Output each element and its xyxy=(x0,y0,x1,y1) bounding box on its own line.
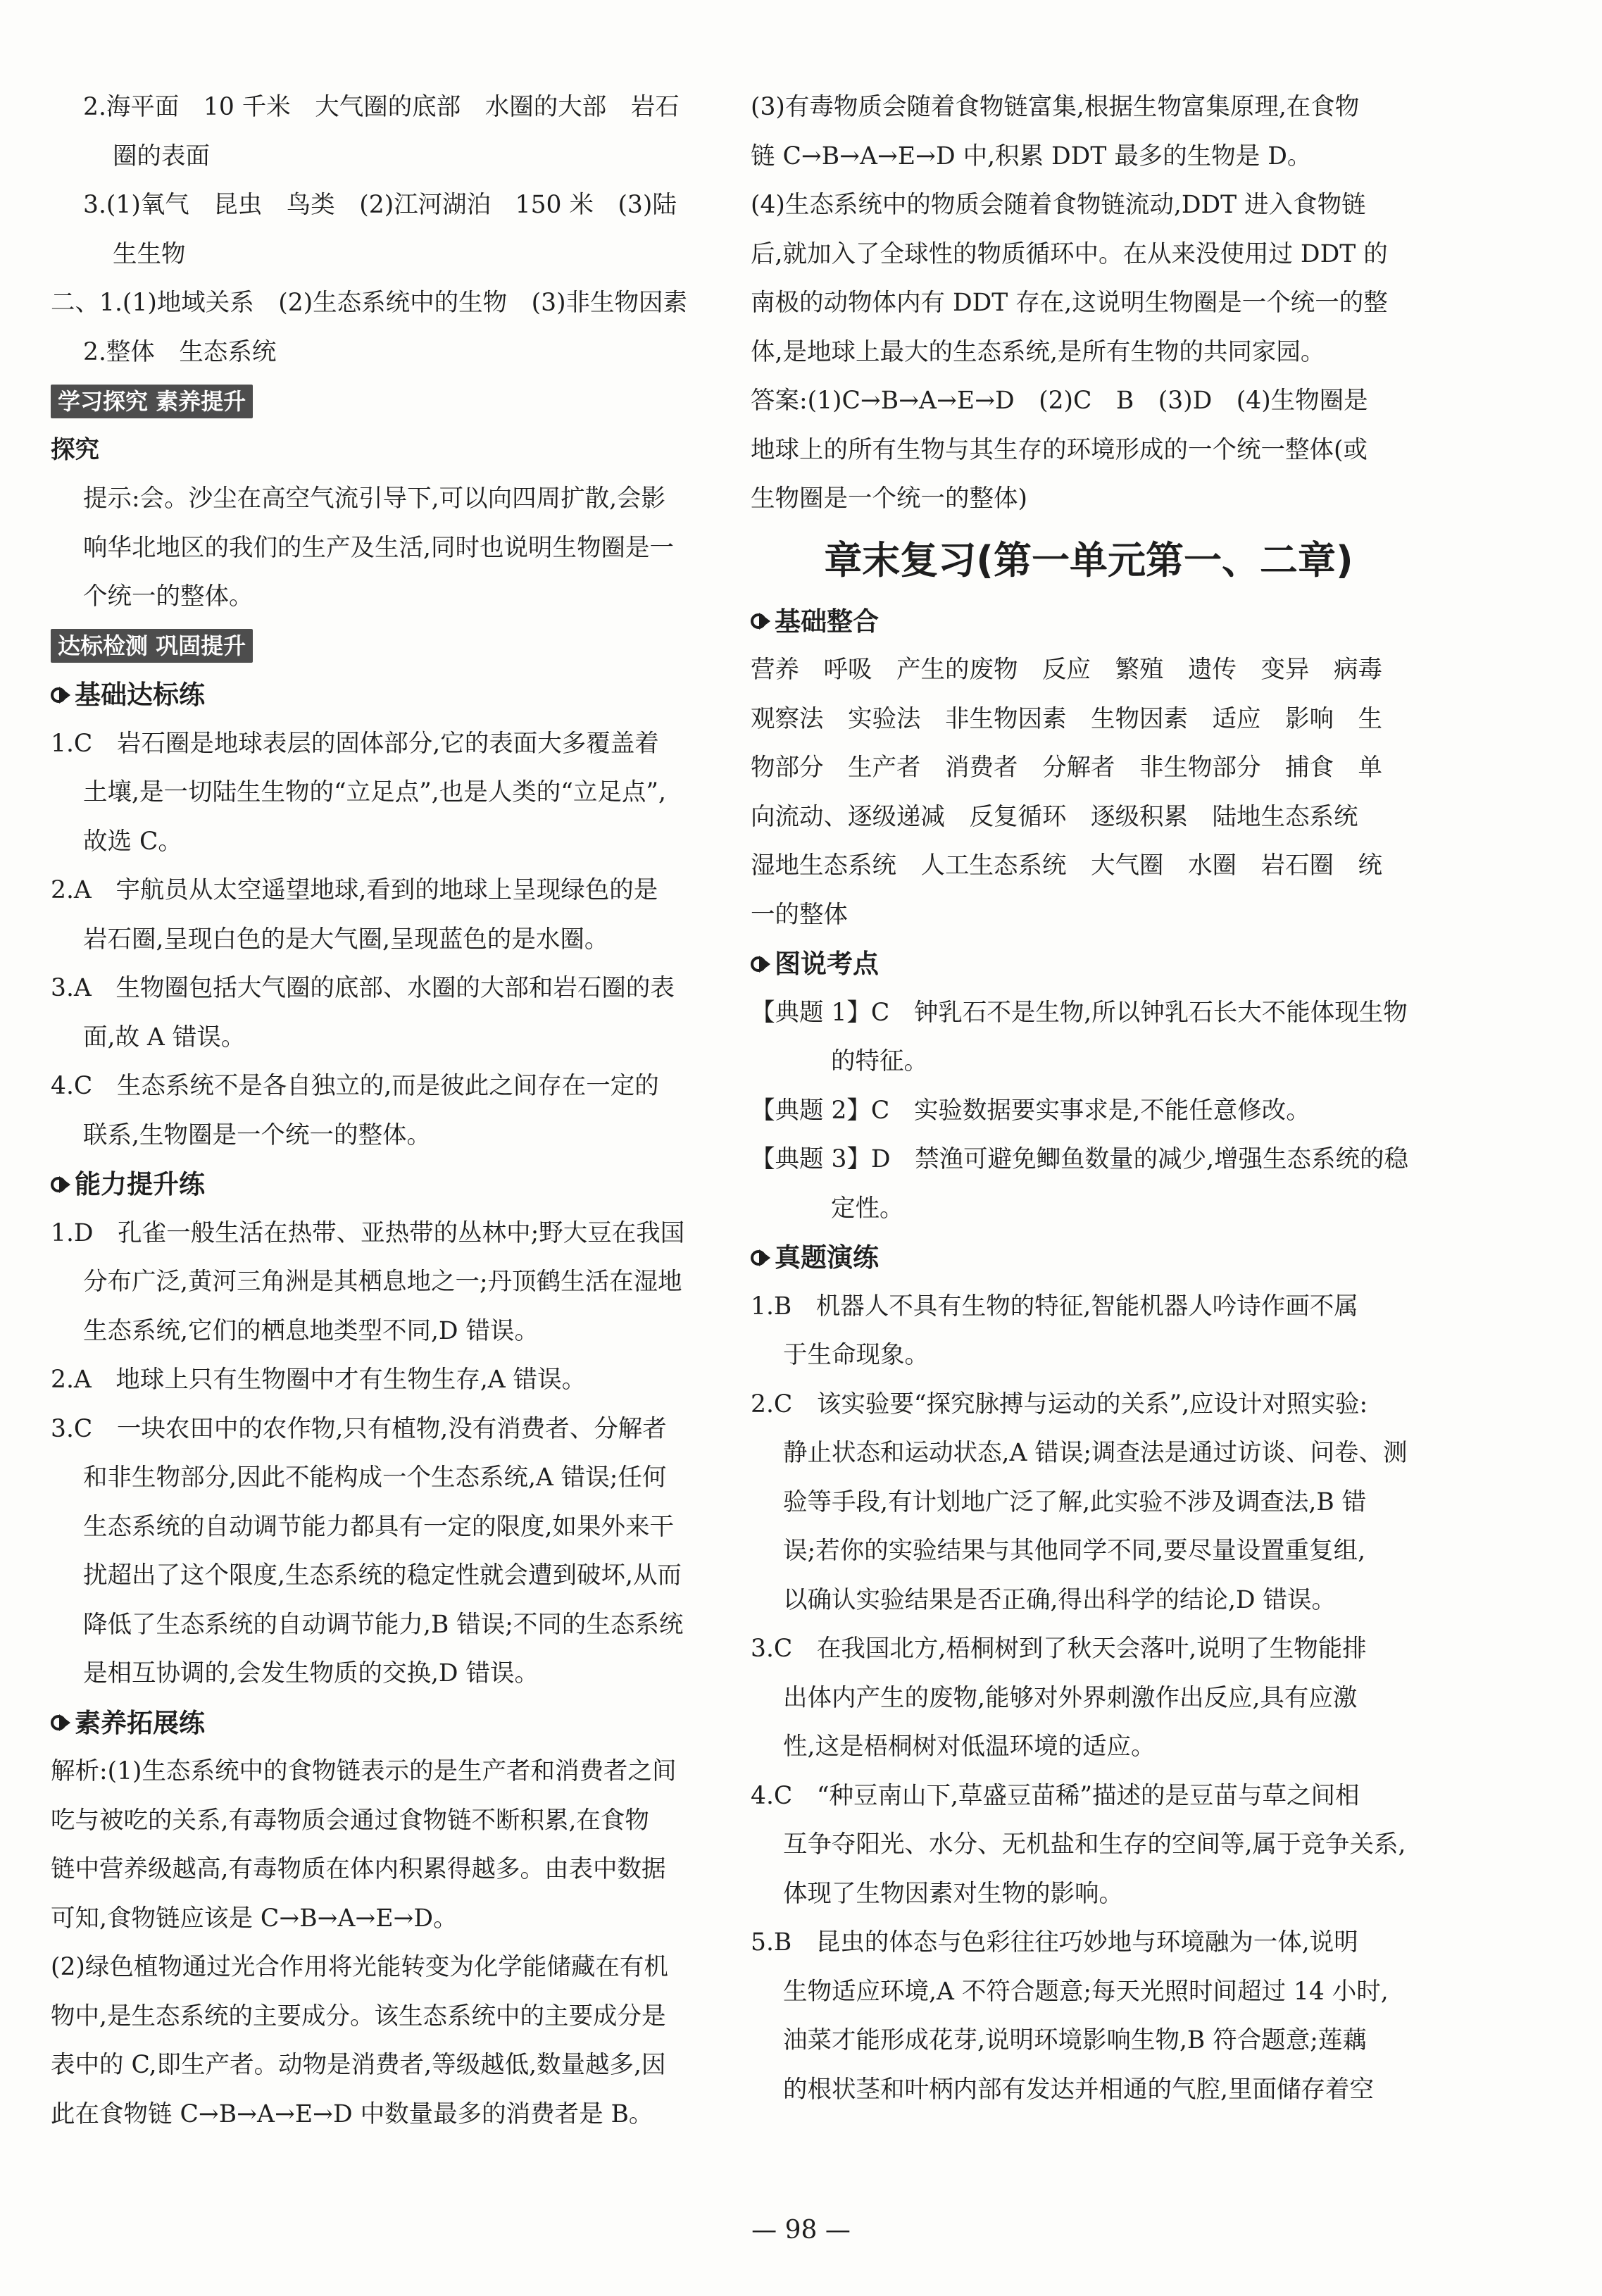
text-line: 以确认实验结果是否正确,得出科学的结论,D 错误。 xyxy=(783,1585,1337,1614)
text-line: 【典题 2】C 实验数据要实事求是,不能任意修改。 xyxy=(751,1096,1310,1125)
text-line: 的根状茎和叶柄内部有发达并相通的气腔,里面储存着空 xyxy=(783,2075,1374,2104)
banner-study-explore-row xyxy=(51,377,713,426)
ability-block xyxy=(51,1209,713,1699)
text-line: 的特征。 xyxy=(831,1047,928,1075)
triangle-icon xyxy=(759,1249,770,1266)
text-line: 2.整体 生态系统 xyxy=(83,337,277,366)
triangle-icon xyxy=(59,1176,70,1193)
text-line: 向流动、逐级递减 反复循环 逐级积累 陆地生态系统 xyxy=(751,802,1358,831)
text-line: 和非生物部分,因此不能构成一个生态系统,A 错误;任何 xyxy=(83,1464,667,1492)
text-line: 岩石圈,呈现白色的是大气圈,呈现蓝色的是水圈。 xyxy=(83,925,609,954)
text-line: 2.A 宇航员从太空遥望地球,看到的地球上呈现绿色的是 xyxy=(51,876,658,904)
explore-block xyxy=(51,475,713,622)
text-line: 营养 呼吸 产生的废物 反应 繁殖 遗传 变异 病毒 xyxy=(751,656,1382,684)
text-line: 面,故 A 错误。 xyxy=(83,1023,246,1052)
banner-check-row xyxy=(51,622,713,671)
text-line: 一的整体 xyxy=(751,900,848,929)
text-line: 静止状态和运动状态,A 错误;调查法是通过访谈、问卷、测 xyxy=(783,1439,1408,1467)
text-line: 3.C 在我国北方,梧桐树到了秋天会落叶,说明了生物能排 xyxy=(751,1635,1367,1663)
text-line: 链 C→B→A→E→D 中,积累 DDT 最多的生物是 D。 xyxy=(751,142,1312,170)
section-real-heading xyxy=(751,1233,1427,1283)
text-line: 4.C 生态系统不是各自独立的,而是彼此之间存在一定的 xyxy=(51,1072,659,1100)
section-basis-heading xyxy=(751,597,1427,647)
text-line: 定性。 xyxy=(831,1194,904,1223)
expand-block xyxy=(51,1747,713,2139)
banner-check: 达标检测 巩固提升 xyxy=(51,629,253,663)
text-line: 生生物 xyxy=(113,239,186,268)
text-line: 互争夺阳光、水分、无机盐和生存的空间等,属于竞争关系, xyxy=(783,1830,1406,1859)
text-line: 1.B 机器人不具有生物的特征,智能机器人吟诗作画不属 xyxy=(751,1292,1358,1321)
banner-study-explore: 学习探究 素养提升 xyxy=(51,385,253,418)
text-line: 生物圈是一个统一的整体) xyxy=(751,485,1027,513)
text-line: 地球上的所有生物与其生存的环境形成的一个统一整体(或 xyxy=(751,435,1368,464)
text-line: 误;若你的实验结果与其他同学不同,要尽量设置重复组, xyxy=(783,1537,1366,1565)
figure-block xyxy=(751,989,1427,1234)
text-line: 1.C 岩石圈是地球表层的固体部分,它的表面大多覆盖着 xyxy=(51,729,659,758)
text-line: 2.海平面 10 千米 大气圈的底部 水圈的大部 岩石 xyxy=(83,93,680,121)
text-line: 后,就加入了全球性的物质循环中。在从来没使用过 DDT 的 xyxy=(751,239,1388,268)
left-column xyxy=(51,83,713,2139)
text-line: 生态系统的自动调节能力都具有一定的限度,如果外来干 xyxy=(83,1512,674,1541)
text-line: 观察法 实验法 非生物因素 生物因素 适应 影响 生 xyxy=(751,704,1382,733)
text-line: 是相互协调的,会发生物质的交换,D 错误。 xyxy=(83,1659,539,1687)
text-line: 湿地生态系统 人工生态系统 大气圈 水圈 岩石圈 统 xyxy=(751,851,1382,880)
section-figure-heading xyxy=(751,940,1427,989)
text-line: 验等手段,有计划地广泛了解,此实验不涉及调查法,B 错 xyxy=(783,1487,1367,1516)
text-line: 南极的动物体内有 DDT 存在,这说明生物圈是一个统一的整 xyxy=(751,289,1388,317)
text-line: 吃与被吃的关系,有毒物质会通过食物链不断积累,在食物 xyxy=(51,1806,649,1835)
section-ability-title: 能力提升练 xyxy=(75,1169,205,1199)
text-line: 解析:(1)生态系统中的食物链表示的是生产者和消费者之间 xyxy=(51,1757,677,1785)
text-line: 个统一的整体。 xyxy=(83,582,254,611)
text-line: 油菜才能形成花芽,说明环境影响生物,B 符合题意;莲藕 xyxy=(783,2026,1367,2054)
section-real-title: 真题演练 xyxy=(775,1242,879,1273)
explore-label: 探究 xyxy=(51,435,99,464)
text-line: 4.C “种豆南山下,草盛豆苗稀”描述的是豆苗与草之间相 xyxy=(751,1781,1360,1810)
text-line: 出体内产生的废物,能够对外界刺激作出反应,具有应激 xyxy=(783,1683,1358,1712)
text-line: 3.(1)氧气 昆虫 鸟类 (2)江河湖泊 150 米 (3)陆 xyxy=(83,191,677,219)
text-line: (4)生态系统中的物质会随着食物链流动,DDT 进入食物链 xyxy=(751,191,1366,219)
text-line: (2)绿色植物通过光合作用将光能转变为化学能储藏在有机 xyxy=(51,1953,668,1981)
text-line: 链中营养级越高,有毒物质在体内积累得越多。由表中数据 xyxy=(51,1855,666,1883)
text-line: 故选 C。 xyxy=(83,827,182,856)
triangle-icon xyxy=(759,613,770,630)
text-line: 联系,生物圈是一个统一的整体。 xyxy=(83,1121,431,1149)
text-line: 分布广泛,黄河三角洲是其栖息地之一;丹顶鹤生活在湿地 xyxy=(83,1268,682,1296)
text-line: 于生命现象。 xyxy=(783,1341,929,1369)
section-expand-title: 素养拓展练 xyxy=(75,1707,205,1738)
text-line: 2.A 地球上只有生物圈中才有生物生存,A 错误。 xyxy=(51,1366,587,1394)
text-line: 表中的 C,即生产者。动物是消费者,等级越低,数量越多,因 xyxy=(51,2051,666,2079)
text-line: 降低了生态系统的自动调节能力,B 错误;不同的生态系统 xyxy=(83,1610,684,1639)
text-line: 生态系统,它们的栖息地类型不同,D 错误。 xyxy=(83,1316,539,1345)
text-line: (3)有毒物质会随着食物链富集,根据生物富集原理,在食物 xyxy=(751,93,1360,121)
text-line: 物中,是生态系统的主要成分。该生态系统中的主要成分是 xyxy=(51,2002,666,2030)
text-line: 2.C 该实验要“探究脉搏与运动的关系”,应设计对照实验: xyxy=(751,1390,1368,1418)
chapter-title: 章末复习(第一单元第一、二章) xyxy=(824,537,1353,582)
triangle-icon xyxy=(759,956,770,973)
triangle-icon xyxy=(59,687,70,704)
right-pre-block xyxy=(751,83,1427,524)
section-expand-heading xyxy=(51,1699,713,1748)
text-line: 此在食物链 C→B→A→E→D 中数量最多的消费者是 B。 xyxy=(51,2100,653,2128)
text-line: 3.A 生物圈包括大气圈的底部、水圈的大部和岩石圈的表 xyxy=(51,974,675,1002)
text-line: 答案:(1)C→B→A→E→D (2)C B (3)D (4)生物圈是 xyxy=(751,387,1368,415)
text-line: 体现了生物因素对生物的影响。 xyxy=(783,1879,1123,1908)
text-line: 5.B 昆虫的体态与色彩往往巧妙地与环境融为一体,说明 xyxy=(751,1928,1358,1957)
text-line: 体,是地球上最大的生态系统,是所有生物的共同家园。 xyxy=(751,337,1325,366)
section-figure-title: 图说考点 xyxy=(775,949,879,979)
text-line: 【典题 1】C 钟乳石不是生物,所以钟乳石长大不能体现生物 xyxy=(751,998,1408,1027)
text-line: 生物适应环境,A 不符合题意;每天光照时间超过 14 小时, xyxy=(783,1977,1389,2006)
text-line: 可知,食物链应该是 C→B→A→E→D。 xyxy=(51,1904,458,1933)
text-line: 圈的表面 xyxy=(113,142,210,170)
section-ability-heading xyxy=(51,1160,713,1209)
right-column xyxy=(751,83,1427,2114)
section-basic-heading xyxy=(51,670,713,720)
text-line: 响华北地区的我们的生产及生活,同时也说明生物圈是一 xyxy=(83,533,674,562)
real-block xyxy=(751,1283,1427,2115)
text-line: 二、1.(1)地域关系 (2)生态系统中的生物 (3)非生物因素 xyxy=(51,289,688,317)
text-line: 性,这是梧桐树对低温环境的适应。 xyxy=(783,1733,1156,1761)
section-basic-title: 基础达标练 xyxy=(75,680,205,710)
text-line: 物部分 生产者 消费者 分解者 非生物部分 捕食 单 xyxy=(751,754,1382,782)
text-line: 1.D 孔雀一般生活在热带、亚热带的丛林中;野大豆在我国 xyxy=(51,1218,685,1247)
text-line: 【典题 3】D 禁渔可避免鲫鱼数量的减少,增强生态系统的稳 xyxy=(751,1145,1409,1173)
triangle-icon xyxy=(59,1714,70,1731)
section-basis-title: 基础整合 xyxy=(775,606,879,637)
text-line: 3.C 一块农田中的农作物,只有植物,没有消费者、分解者 xyxy=(51,1414,667,1443)
text-line: 提示:会。沙尘在高空气流引导下,可以向四周扩散,会影 xyxy=(83,485,666,513)
text-line: 扰超出了这个限度,生态系统的稳定性就会遭到破坏,从而 xyxy=(83,1561,682,1590)
text-line: 土壤,是一切陆生生物的“立足点”,也是人类的“立足点”, xyxy=(83,778,666,806)
left-pre-block xyxy=(51,83,713,377)
basis-block xyxy=(751,646,1427,940)
page-number: — 98 — xyxy=(751,2216,851,2245)
basic-block xyxy=(51,720,713,1161)
